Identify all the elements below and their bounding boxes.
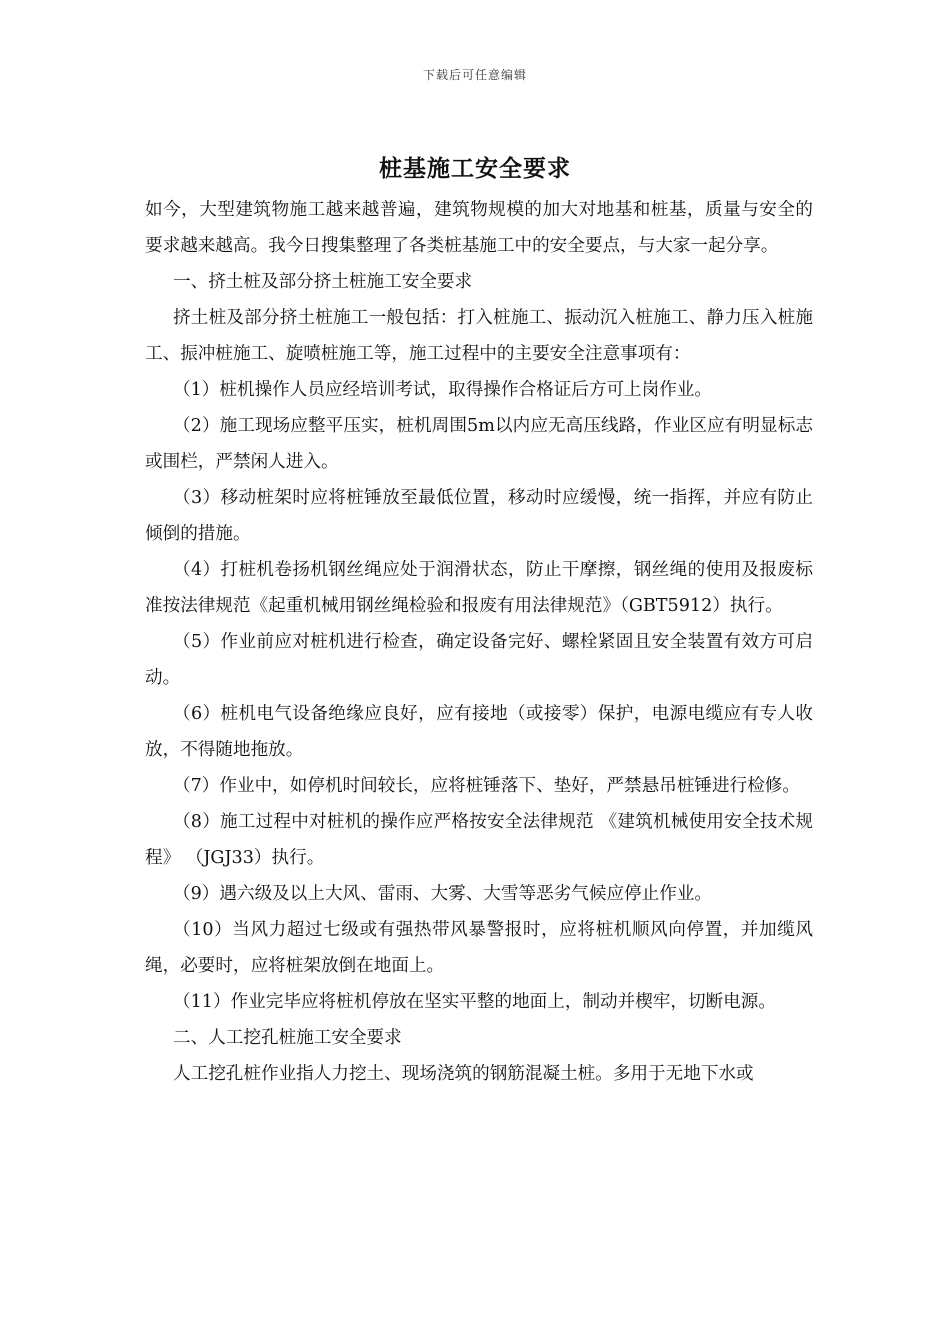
list-item-1: （1）桩机操作人员应经培训考试，取得操作合格证后方可上岗作业。 (173, 380, 713, 400)
list-item-7: （7）作业中，如停机时间较长，应将桩锤落下、垫好，严禁悬吊桩锤进行检修。 (173, 776, 800, 796)
list-item-5: （5）作业前应对桩机进行检查，确定设备完好、螺栓紧固且安全装置有效方可启动。 (145, 632, 813, 688)
paragraph-section-2-intro: 人工挖孔桩作业指人力挖土、现场浇筑的钢筋混凝土桩。多用于无地下水或 (173, 1064, 754, 1084)
header-note: 下载后可任意编辑 (422, 68, 527, 82)
list-item-9: （9）遇六级及以上大风、雷雨、大雾、大雪等恶劣气候应停止作业。 (173, 884, 713, 904)
list-item-6: （6）桩机电气设备绝缘应良好，应有接地（或接零）保护，电源电缆应有专人收放，不得随地拖放。 (145, 704, 813, 760)
document-title: 桩基施工安全要求 (379, 155, 571, 182)
list-item-10: （10）当风力超过七级或有强热带风暴警报时，应将桩机顺风向停置，并加缆风绳，必要时，应将桩架放倒在地面上。 (145, 920, 813, 976)
list-item-8: （8）施工过程中对桩机的操作应严格按安全法律规范 《建筑机械使用安全技术规程》 （JGJ33）执行。 (145, 812, 813, 868)
paragraph-intro: 如今，大型建筑物施工越来越普遍，建筑物规模的加大对地基和桩基，质量与安全的要求越来越高。我今日搜集整理了各类桩基施工中的安全要点，与大家一起分享。 (145, 200, 813, 256)
section-heading-1: 一、挤土桩及部分挤土桩施工安全要求 (173, 272, 473, 292)
list-item-2: （2）施工现场应整平压实，桩机周围5m以内应无高压线路，作业区应有明显标志或围栏，严禁闲人进入。 (145, 416, 813, 472)
document-body (145, 192, 813, 1092)
paragraph-section-1-intro: 挤土桩及部分挤土桩施工一般包括：打入桩施工、振动沉入桩施工、静力压入桩施工、振冲桩施工、旋喷桩施工等，施工过程中的主要安全注意事项有： (145, 308, 813, 364)
list-item-3: （3）移动桩架时应将桩锤放至最低位置，移动时应缓慢，统一指挥，并应有防止倾倒的措施。 (145, 488, 813, 544)
list-item-11: （11）作业完毕应将桩机停放在坚实平整的地面上，制动并楔牢，切断电源。 (173, 992, 776, 1012)
section-heading-2: 二、人工挖孔桩施工安全要求 (173, 1028, 402, 1048)
list-item-4: （4）打桩机卷扬机钢丝绳应处于润滑状态，防止干摩擦，钢丝绳的使用及报废标准按法律规范《起重机械用钢丝绳检验和报废有用法律规范》（GBT5912）执行。 (145, 560, 813, 616)
